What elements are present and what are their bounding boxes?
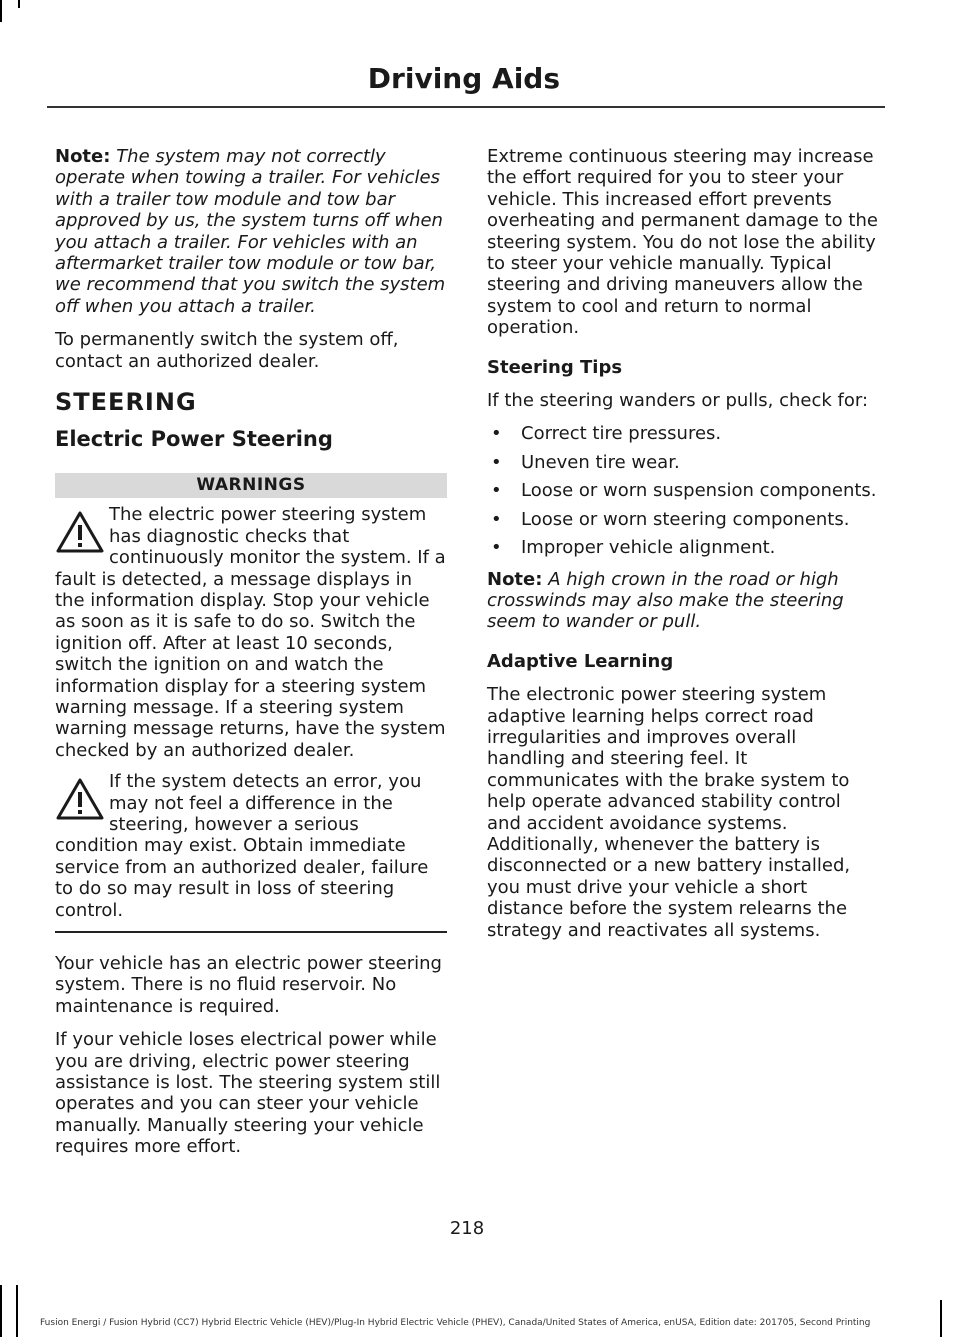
- warning-item: [55, 771, 447, 921]
- note-text: A high crown in the road or high crosswinds may also make the steering seem to wander or pull.: [487, 568, 844, 633]
- note-label: Note:: [55, 146, 111, 167]
- subheading-electric-power-steering: Electric Power Steering: [55, 427, 333, 452]
- warning-item: [55, 504, 447, 761]
- paragraph: Extreme continuous steering may increase the effort required for you to steer your vehicle. This increased effort prevents overheating and permanent damage to the steering system. You do not lose the ability to steer your vehicle manually. Typical steering and driving maneuvers allow the system to cool and return to normal operation.: [487, 146, 878, 339]
- crop-mark: [940, 1300, 942, 1337]
- crop-mark: [16, 1285, 18, 1337]
- warnings-end-rule: [55, 931, 447, 933]
- note-paragraph: [487, 569, 879, 633]
- list-item: • Uneven tire wear.: [487, 452, 879, 473]
- note-text: The system may not correctly operate when towing a trailer. For vehicles with a trailer tow module and tow bar approved by us, the system turns off when you attach a trailer. For vehicles with an aftermarket trailer tow module or tow bar, we recommend that you switch the system off when you attach a trailer.: [55, 146, 446, 317]
- note-label: Note:: [487, 568, 543, 590]
- paragraph: If your vehicle loses electrical power while you are driving, electric power steering assistance is lost. The steering system still operates and you can steer your vehicle manually. Manually steering your vehicle requires more effort.: [55, 1029, 441, 1158]
- warning-triangle-icon: [55, 777, 105, 821]
- warnings-header: WARNINGS: [55, 473, 447, 498]
- right-column: [487, 146, 879, 953]
- list-item: • Improper vehicle alignment.: [487, 537, 879, 558]
- crop-mark: [0, 0, 2, 22]
- paragraph: If the steering wanders or pulls, check for:: [487, 390, 869, 412]
- warning-text: If the system detects an error, you may not feel a difference in the steering, however a serious condition may exist. Obtain immediate service from an authorized dealer, failure to do so may result in loss of steering control.: [55, 771, 429, 921]
- list-item: • Loose or worn suspension components.: [487, 480, 879, 501]
- section-heading-steering: STEERING: [55, 388, 197, 417]
- list-item: • Correct tire pressures.: [487, 423, 879, 444]
- footer-text: Fusion Energi / Fusion Hybrid (CC7) Hybrid Electric Vehicle (HEV)/Plug-In Hybrid Electric Vehicle (PHEV), Canada/United States of America, enUSA, Edition date: 201705, Second Printing: [40, 1318, 871, 1328]
- note-paragraph: [55, 146, 447, 317]
- warning-triangle-icon: [55, 510, 105, 554]
- paragraph: To permanently switch the system off, contact an authorized dealer.: [55, 329, 399, 372]
- header-rule: [47, 106, 885, 108]
- paragraph: Your vehicle has an electric power steering system. There is no fluid reservoir. No maintenance is required.: [55, 953, 442, 1017]
- subheading-steering-tips: Steering Tips: [487, 356, 623, 378]
- page-number: 218: [449, 1218, 485, 1239]
- paragraph: The electronic power steering system adaptive learning helps correct road irregularities and improves overall handling and steering feel. It communicates with the brake system to help operate advanced stability control and accident avoidance systems. Additionally, whenever the battery is disconnected or a new battery installed, you must drive your vehicle a short distance before the system relearns the strategy and reactivates all systems.: [487, 684, 851, 941]
- crop-mark: [0, 1285, 2, 1337]
- steering-tips-list: [487, 423, 879, 558]
- warning-text: The electric power steering system has diagnostic checks that continuously monitor the system. If a fault is detected, a message displays in the information display. Stop your vehicle as soon as it is safe to do so. Switch the ignition off. After at least 10 seconds, switch the ignition on and watch the information display for a steering system warning message. If a steering system warning message returns, have the system checked by an authorized dealer.: [55, 504, 446, 761]
- left-column: [55, 146, 447, 1170]
- page-title: Driving Aids: [367, 62, 560, 95]
- subheading-adaptive-learning: Adaptive Learning: [487, 650, 674, 672]
- list-item: • Loose or worn steering components.: [487, 509, 879, 530]
- crop-mark: [18, 0, 20, 8]
